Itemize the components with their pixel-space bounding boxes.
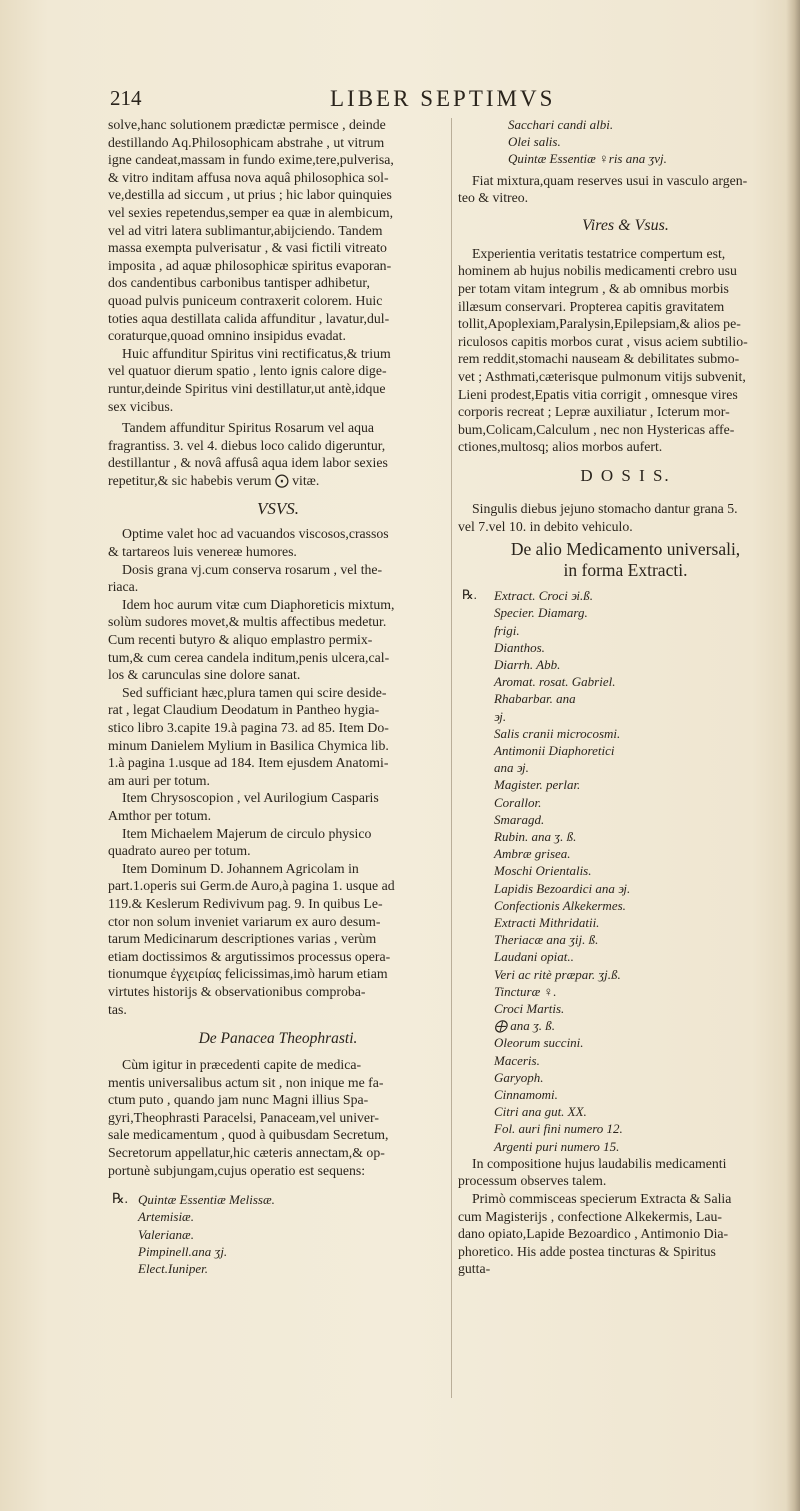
text-line: destillantur , & novâ affusâ aqua idem labor sexies	[108, 455, 388, 471]
text-line: Idem hoc aurum vitæ cum Diaphoreticis mixtum,	[122, 596, 395, 612]
recipe-ingredient: Theriacæ ana ʒij. ß.	[494, 932, 599, 948]
text-line: coraturque,quoad omnino insipidus evadat.	[108, 328, 346, 344]
recipe-ingredient: Specier. Diamarg.	[494, 605, 588, 621]
panacea-heading: De Panacea Theophrasti.	[198, 1030, 358, 1048]
recipe-ingredient: Fol. auri fini numero 12.	[494, 1121, 623, 1137]
text-line: fragrantiss. 3. vel 4. diebus loco calido digeruntur,	[108, 437, 386, 453]
text-line: Lieni prodest,Epatis vitia corrigit , omnesque vires	[458, 386, 738, 402]
recipe-ingredient: Tincturæ ♀.	[494, 983, 557, 999]
text-line: phoretico. His adde postea tincturas & Spiritus	[458, 1243, 716, 1259]
text-line: riculosos capitis morbos curat , visus aciem subtilio-	[458, 333, 748, 349]
text-line: quoad pulvis puniceum contraxerit colorem. Huic	[108, 292, 383, 308]
text-line: processum observes talem.	[458, 1173, 607, 1189]
text-line: cum Magisterijs , confectione Alkekermis, Lau-	[458, 1208, 722, 1224]
text-line: 1.à pagina 1.usque ad 184. Item ejusdem Anatomi-	[108, 755, 389, 771]
text-line: Tandem affunditur Spiritus Rosarum vel aqua	[122, 420, 375, 436]
recipe-list-left	[138, 1191, 448, 1277]
recipe-block-right	[458, 587, 793, 1155]
recipe-ingredient: Argenti puri numero 15.	[494, 1138, 620, 1154]
recipe-ingredient: Croci Martis.	[494, 1000, 565, 1016]
text-line: tollit,Apoplexiam,Paralysin,Epilepsiam,& alios pe-	[458, 316, 741, 332]
column-divider	[451, 118, 452, 1398]
text-line: tarum Medicinarum descriptiones varias , verùm	[108, 931, 377, 947]
text-line: mentis universalibus actum sit , non inique me fa-	[108, 1074, 384, 1090]
text-line: toties aqua destillata calida affunditur , lavatur,dul-	[108, 310, 390, 326]
recipe-ingredient: Oleorum succini.	[494, 1035, 584, 1051]
text-line: virtutes historijs & observationibus comproba-	[108, 983, 366, 999]
text-line: solve,hanc solutionem prædictæ permisce , deinde	[108, 117, 386, 132]
recipe-list-extract	[494, 587, 793, 1155]
text-line: tionumque ἐγχειρίας felicissimas,imò harum etiam	[108, 966, 388, 982]
recipe-ingredient: Salis cranii microcosmi.	[494, 725, 621, 741]
dosis-heading: D O S I S.	[580, 465, 671, 485]
page-header	[110, 86, 770, 116]
text-line: Secretorum appellatur,hic cæteris annectam,& op-	[108, 1145, 385, 1161]
text-line: rem reddit,stomachi nauseam & debilitates submo-	[458, 351, 740, 367]
text-line: corporis recreat ; Lepræ auxiliatur , Icterum mor-	[458, 404, 730, 420]
recipe-ingredient: Quintæ Essentiæ Melissæ.	[138, 1192, 275, 1208]
text-line: vel sexies repetendus,semper ea quæ in alembicum,	[108, 204, 394, 220]
recipe-ingredient: Rhabarbar. ana	[494, 691, 576, 707]
recipe-list-continued	[508, 116, 793, 168]
recipe-ingredient: Lapidis Bezoardici ana ϶j.	[494, 880, 631, 896]
text-line: etiam doctissimos & argutissimos processus opera-	[108, 948, 391, 964]
text-line: vet ; Asthmati,cæterisque pulmonum vitijs subvenit,	[458, 368, 746, 384]
paragraph-cum-igitur	[108, 1056, 448, 1179]
recipe-ingredient: Elect.Iuniper.	[138, 1261, 209, 1277]
recipe-ingredient: Diarrh. Abb.	[494, 656, 561, 672]
section-heading-line-2: in forma Extracti.	[563, 560, 688, 581]
text-line: repetitur,& sic habebis verum ⨀ vitæ.	[108, 472, 320, 488]
text-line: Singulis diebus jejuno stomacho dantur grana 5.	[472, 500, 738, 516]
recipe-ingredient: ⨁ ana ʒ. ß.	[494, 1018, 556, 1034]
text-line: bum,Colicam,Calculum , nec non Hystericas affe-	[458, 421, 735, 437]
paragraph-idem	[108, 596, 448, 684]
text-line: ctum puto , quando jam nunc Magni illius Spa-	[108, 1092, 369, 1108]
text-line: dano opiato,Lapide Bezoardico , Antimonio Dia-	[458, 1226, 729, 1242]
text-line: gyri,Theophrasti Paracelsi, Panaceam,vel univer-	[108, 1109, 379, 1125]
text-line: gutta-	[458, 1261, 491, 1277]
recipe-ingredient: Corallor.	[494, 794, 542, 810]
text-line: tum,& cum cerea candela inditum,penis ulcera,cal-	[108, 649, 390, 665]
recipe-symbol: ℞.	[462, 587, 477, 603]
recipe-ingredient: Artemisiæ.	[138, 1209, 194, 1225]
paragraph-fiat	[458, 172, 793, 207]
text-line: & vitro inditam affusa nova aquâ philosophica sol-	[108, 169, 389, 185]
paragraph-spiritus-rosarum	[108, 419, 448, 489]
recipe-ingredient: Olei salis.	[508, 134, 561, 150]
recipe-ingredient: Moschi Orientalis.	[494, 863, 592, 879]
recipe-ingredient: Rubin. ana ʒ. ß.	[494, 828, 577, 844]
paragraph-dosis	[108, 561, 448, 596]
text-line: am auri per totum.	[108, 772, 210, 788]
recipe-ingredient: Sacchari candi albi.	[508, 117, 614, 132]
text-line: quadrato aureo per totum.	[108, 843, 251, 859]
recipe-ingredient: Maceris.	[494, 1052, 540, 1068]
recipe-symbol: ℞.	[112, 1192, 129, 1208]
recipe-ingredient: Citri ana gut. XX.	[494, 1104, 587, 1120]
text-line: Amthor per totum.	[108, 807, 212, 823]
recipe-ingredient: Dianthos.	[494, 639, 545, 655]
recipe-ingredient: Extracti Mithridatii.	[494, 914, 600, 930]
recipe-ingredient: Quintæ Essentiæ ♀ris ana ʒvj.	[508, 151, 667, 167]
text-line: Item Dominum D. Johannem Agricolam in	[122, 860, 359, 876]
left-column	[108, 116, 448, 1277]
recipe-ingredient: Cinnamomi.	[494, 1087, 558, 1102]
text-line: Dosis grana vj.cum conserva rosarum , vel the-	[122, 561, 383, 577]
recipe-ingredient: Extract. Croci ϶i.ß.	[494, 588, 593, 604]
text-line: ctor non solum inveniet variarum ex auro desum-	[108, 913, 381, 929]
text-line: rat , legat Claudium Deodatum in Pantheo hygia-	[108, 702, 380, 718]
text-line: Experientia veritatis testatrice compertum est,	[472, 245, 726, 261]
text-line: Cum recenti butyro & aliquo emplastro permix-	[108, 632, 373, 648]
vires-usus-heading: Vires & Vsus.	[582, 216, 669, 234]
text-line: solùm sudores movet,& multis affectibus medetur.	[108, 614, 387, 630]
recipe-ingredient: Magister. perlar.	[494, 777, 581, 793]
text-line: riaca.	[108, 579, 139, 595]
recipe-ingredient: Aromat. rosat. Gabriel.	[494, 674, 616, 690]
text-line: dos candentibus carbonibus tantisper adhibetur,	[108, 275, 370, 291]
text-line: ctiones,multosq; alios morbos aufert.	[458, 439, 663, 455]
paragraph-sed	[108, 684, 448, 790]
running-head: LIBER SEPTIMVS	[330, 86, 556, 111]
text-line: runtur,deinde Spiritus vini destillatur,ut antè,idque	[108, 380, 386, 396]
text-line: tas.	[108, 1001, 127, 1017]
text-line: vel ad vitri latera sublimantur,abijciendo. Tandem	[108, 222, 383, 238]
paragraph-process	[108, 116, 448, 345]
text-line: stico libro 3.capite 19.à pagina 73. ad 85. Item Do-	[108, 720, 389, 735]
recipe-ingredient: Pimpinell.ana ʒj.	[138, 1243, 228, 1259]
text-line: In compositione hujus laudabilis medicamenti	[472, 1155, 727, 1171]
paragraph-singulis	[458, 500, 793, 535]
recipe-ingredient: Laudani opiat..	[494, 949, 574, 965]
right-column	[458, 116, 793, 1278]
text-line: illæsum conservari. Propterea capitis gravitatem	[458, 298, 725, 314]
recipe-ingredient: Ambræ grisea.	[494, 846, 571, 862]
text-line: vel quatuor dierum spatio , lento ignis calore dige-	[108, 363, 387, 379]
paragraph-primo	[458, 1190, 793, 1278]
text-line: imposita , ad aquæ philosophicæ spiritus evaporan-	[108, 257, 392, 273]
paragraph-chrysoscopion	[108, 789, 448, 824]
text-line: Cùm igitur in præcedenti capite de medica-	[122, 1057, 362, 1073]
recipe-ingredient: Smaragd.	[494, 811, 545, 827]
text-line: minum Danielem Mylium in Basilica Chymica lib.	[108, 737, 389, 753]
section-heading-line-1: De alio Medicamento universali,	[510, 539, 741, 560]
text-line: igne candeat,massam in fundo exime,tere,pulverisa,	[108, 152, 394, 168]
text-line: per totam vitam integrum , & ab omnibus morbis	[458, 280, 729, 296]
text-line: Fiat mixtura,quam reserves usui in vasculo argen-	[472, 172, 748, 188]
text-line: Sed sufficiant hæc,plura tamen qui scire deside-	[122, 684, 387, 700]
text-line: destillando Aq.Philosophicam abstrahe , ut vitrum	[108, 134, 385, 150]
text-line: Optime valet hoc ad vacuandos viscosos,crassos	[122, 526, 389, 542]
text-line: Huic affunditur Spiritus vini rectificatus,& trium	[122, 345, 391, 361]
text-line: ve,destilla ad siccum , ut prius ; hic labor quinquies	[108, 187, 392, 203]
paragraph-experientia	[458, 245, 793, 456]
paragraph-in-compositione	[458, 1155, 793, 1190]
text-line: & tartareos luis venereæ humores.	[108, 544, 297, 560]
recipe-ingredient: Antimonii Diaphoretici	[494, 742, 615, 758]
recipe-ingredient: ana ϶j.	[494, 760, 529, 776]
text-line: Item Michaelem Majerum de circulo physico	[122, 825, 372, 841]
recipe-block-left	[108, 1191, 448, 1277]
text-line: sale medicamentum , quod à quibusdam Secretum,	[108, 1127, 389, 1143]
text-line: Item Chrysoscopion , vel Aurilogium Casparis	[122, 790, 379, 806]
text-line: teo & vitreo.	[458, 190, 529, 206]
text-line: sex vicibus.	[108, 398, 174, 414]
text-line: los & carunculas sine dolore sanat.	[108, 667, 301, 683]
paragraph-spiritus-vini	[108, 345, 448, 415]
recipe-ingredient: Valerianæ.	[138, 1226, 194, 1242]
text-line: Primò commisceas specierum Extracta & Salia	[472, 1191, 732, 1206]
page-number: 214	[110, 86, 142, 110]
recipe-ingredient: Veri ac ritè præpar. ʒj.ß.	[494, 966, 621, 982]
paragraph-majerum	[108, 825, 448, 860]
text-line: vel 7.vel 10. in debito vehiculo.	[458, 518, 633, 534]
paragraph-optime	[108, 525, 448, 560]
text-line: hominem ab hujus nobilis medicamenti crebro usu	[458, 263, 737, 279]
text-line: massa exempta pulverisatur , & vasi fictili vitreato	[108, 240, 387, 256]
paragraph-agricolam	[108, 860, 448, 1018]
text-line: portunè subjungam,cujus operatio est sequens:	[108, 1162, 366, 1178]
text-line: 119.& Keslerum Redivivum pag. 9. In quibus Le-	[108, 895, 383, 911]
recipe-ingredient: frigi.	[494, 622, 520, 638]
recipe-ingredient: Garyoph.	[494, 1069, 544, 1085]
text-line: part.1.operis sui Germ.de Auro,à pagina 1. usque ad	[108, 878, 395, 894]
recipe-ingredient: Confectionis Alkekermes.	[494, 897, 626, 913]
usus-heading: VSVS.	[256, 499, 300, 519]
recipe-ingredient: ϶j.	[494, 708, 507, 724]
